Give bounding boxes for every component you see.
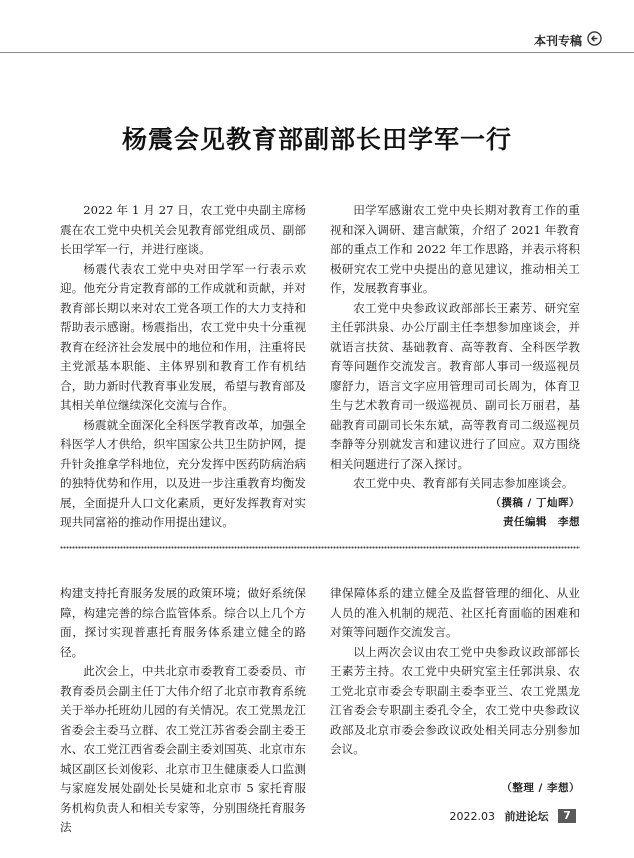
organizer-credit: （整理 / 李想） [501, 781, 580, 794]
section-label: 本刊专稿 [533, 34, 582, 48]
circle-arrow-icon [587, 31, 602, 46]
paragraph: 农工党中央、教育部有关同志参加座谈会。 [353, 476, 574, 490]
page-number: 7 [558, 809, 576, 823]
editor-credit: 责任编辑 李想 [503, 515, 580, 528]
issue-number: 2022.03 [449, 809, 495, 823]
writer-credit: （撰稿 / 丁灿晖） [490, 496, 580, 509]
page-header [0, 28, 634, 54]
magazine-name: 前进论坛 [504, 810, 549, 823]
continued-column-left [60, 584, 306, 838]
article-column-left [60, 201, 306, 533]
paragraph: 杨震就全面深化全科医学教育改革，加强全科医学人才供给，织牢国家公共卫生防护网，提升针灸推拿学科地位，充分发挥中医药防病治病的独特优势和作用，以及进一步注重教育均衡发展，全面提升人口文化素质，更好发挥教育对实现共同富裕的推动作用提出建议。 [60, 417, 306, 529]
paragraph: 以上两次会议由农工党中央参政议政部部长王素芳主持。农工党中央研究室主任郭洪泉、农工党北京市委会专职副主委李亚兰、农工党黑龙江省委会专职副主委孔令全，农工党中央参政议政部及北京市委会参政议政处相关同志分别参加会议。 [330, 644, 580, 756]
header-rule [0, 52, 634, 53]
continued-column-right [330, 584, 580, 798]
paragraph: 农工党中央参政议政部部长王素芳、研究室主任郭洪泉、办公厅副主任李想参加座谈会，并就语言扶贫、基础教育、高等教育、全科医学教育等问题作交流发言。教育部人事司一级巡视员廖舒力，语言文字应用管理司司长周为，体育卫生与艺术教育司一级巡视员、副司长万丽君，基础教育司副司长朱东斌，高等教育司二级巡视员李静等分别就发言和建议进行了回应。双方围绕相关问题进行了深入探讨。 [330, 300, 580, 471]
paragraph: 杨震代表农工党中央对田学军一行表示欢迎。他充分肯定教育部的工作成就和贡献，并对教育部长期以来对农工党各项工作的大力支持和帮助表示感谢。杨震指出，农工党中央十分重视教育在经济社会发展中的地位和作用，注重将民主党派基本职能、主体界别和教育工作有机结合，助力新时代教育事业发展，希望与教育部及其相关单位继续深化交流与合作。 [60, 261, 306, 412]
paragraph: 构建支持托育服务发展的政策环境；做好系统保障，构建完善的综合监管体系。综合以上几个方面，探讨实现普惠托育服务体系建立健全的路径。 [60, 586, 306, 659]
paragraph: 2022 年 1 月 27 日，农工党中央副主席杨震在农工党中央机关会见教育部党组成员、副部长田学军一行，并进行座谈。 [60, 203, 306, 256]
article-title: 杨震会见教育部副部长田学军一行 [121, 125, 512, 154]
paragraph: 此次会上，中共北京市委教育工委委员、市教育委员会副主任丁大伟介绍了北京市教育系统关于举办托班幼儿园的有关情况。农工党黑龙江省委会主委马立群、农工党江苏省委会副主委王水、农工党江西省委会副主委刘国英、北京市东城区副区长刘俊彩、北京市卫生健康委人口监测与家庭发展处副处长吴婕和北京市 5 家托育服务机构负责人和相关专家等，分别围绕托育服务法 [60, 664, 306, 834]
article-column-right [330, 201, 580, 532]
dotted-divider [60, 546, 580, 549]
paragraph: 律保障体系的建立健全及监督管理的细化、从业人员的准入机制的规范、社区托育面临的困难和对策等问题作交流发言。 [330, 586, 580, 639]
page-footer [450, 808, 577, 826]
paragraph: 田学军感谢农工党中央长期对教育工作的重视和深入调研、建言献策，介绍了 2021 年教育部的重点工作和 2022 年工作思路，并表示将积极研究农工党中央提出的意见建议，推动相关工作，发展教育事业。 [330, 203, 580, 295]
